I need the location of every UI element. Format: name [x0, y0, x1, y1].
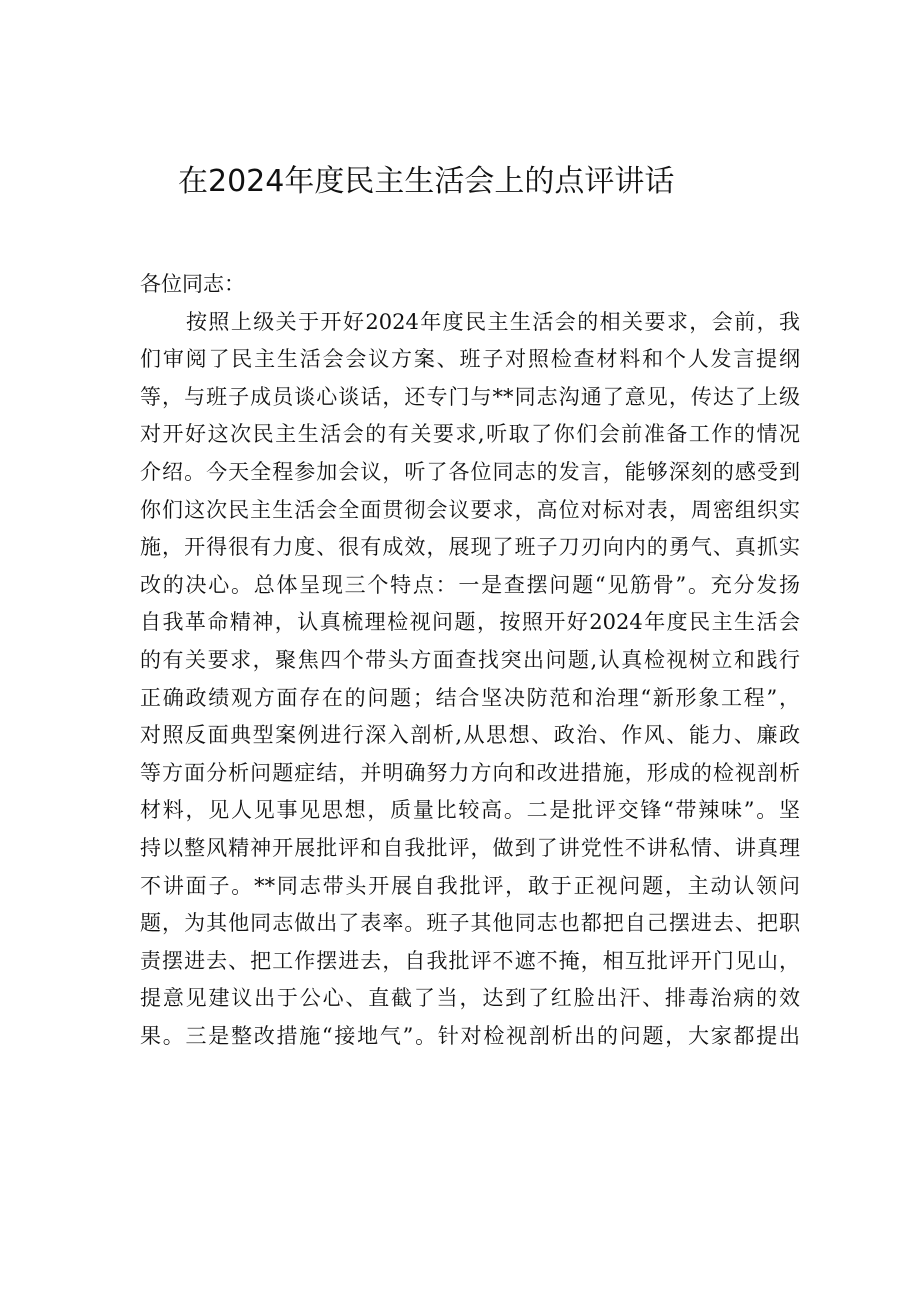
- paragraph-line: 责摆进去、把工作摆进去，自我批评不遮不掩，相互批评开门见山，: [140, 948, 800, 973]
- paragraph-line: 提意见建议出于公心、直截了当，达到了红脸出汗、排毒治病的效: [140, 986, 800, 1011]
- paragraph-line: 题，为其他同志做出了表率。班子其他同志也都把自己摆进去、把职: [140, 911, 800, 936]
- paragraph-line: 对开好这次民主生活会的有关要求,听取了你们会前准备工作的情况: [140, 422, 800, 447]
- paragraph-line: 们审阅了民主生活会会议方案、班子对照检查材料和个人发言提纲: [140, 347, 800, 372]
- paragraph-line: 改的决心。总体呈现三个特点：一是查摆问题“见筋骨”。充分发扬: [140, 572, 800, 597]
- paragraph-line: 等方面分析问题症结，并明确努力方向和改进措施，形成的检视剖析: [140, 760, 800, 785]
- paragraph-line: 果。三是整改措施“接地气”。针对检视剖析出的问题，大家都提出: [140, 1023, 800, 1048]
- paragraph-line: 的有关要求，聚焦四个带头方面查找突出问题,认真检视树立和践行: [140, 647, 800, 672]
- paragraph-line: 持以整风精神开展批评和自我批评，做到了讲党性不讲私情、讲真理: [140, 835, 800, 860]
- paragraph-line: 自我革命精神，认真梳理检视问题，按照开好2024年度民主生活会: [140, 610, 800, 635]
- document-body: [140, 266, 800, 1055]
- document-title: 在2024年度民主生活会上的点评讲话: [178, 164, 675, 199]
- paragraph-line: 正确政绩观方面存在的问题；结合坚决防范和治理“新形象工程”，: [140, 685, 800, 710]
- paragraph-line: 材料，见人见事见思想，质量比较高。二是批评交锋“带辣味”。坚: [140, 798, 800, 823]
- paragraph-line: 等，与班子成员谈心谈话，还专门与**同志沟通了意见，传达了上级: [140, 384, 800, 409]
- paragraph-line: 施，开得很有力度、很有成效，展现了班子刀刃向内的勇气、真抓实: [140, 535, 800, 560]
- paragraph-line: 对照反面典型案例进行深入剖析,从思想、政治、作风、能力、廉政: [140, 723, 800, 748]
- paragraph-line: 你们这次民主生活会全面贯彻会议要求，高位对标对表，周密组织实: [140, 497, 800, 522]
- salutation: 各位同志：: [140, 272, 245, 296]
- paragraph-line: 按照上级关于开好2024年度民主生活会的相关要求，会前，我: [186, 309, 800, 334]
- paragraph-line: 不讲面子。**同志带头开展自我批评，敢于正视问题，主动认领问: [140, 873, 800, 898]
- paragraph-line: 介绍。今天全程参加会议，听了各位同志的发言，能够深刻的感受到: [140, 459, 800, 484]
